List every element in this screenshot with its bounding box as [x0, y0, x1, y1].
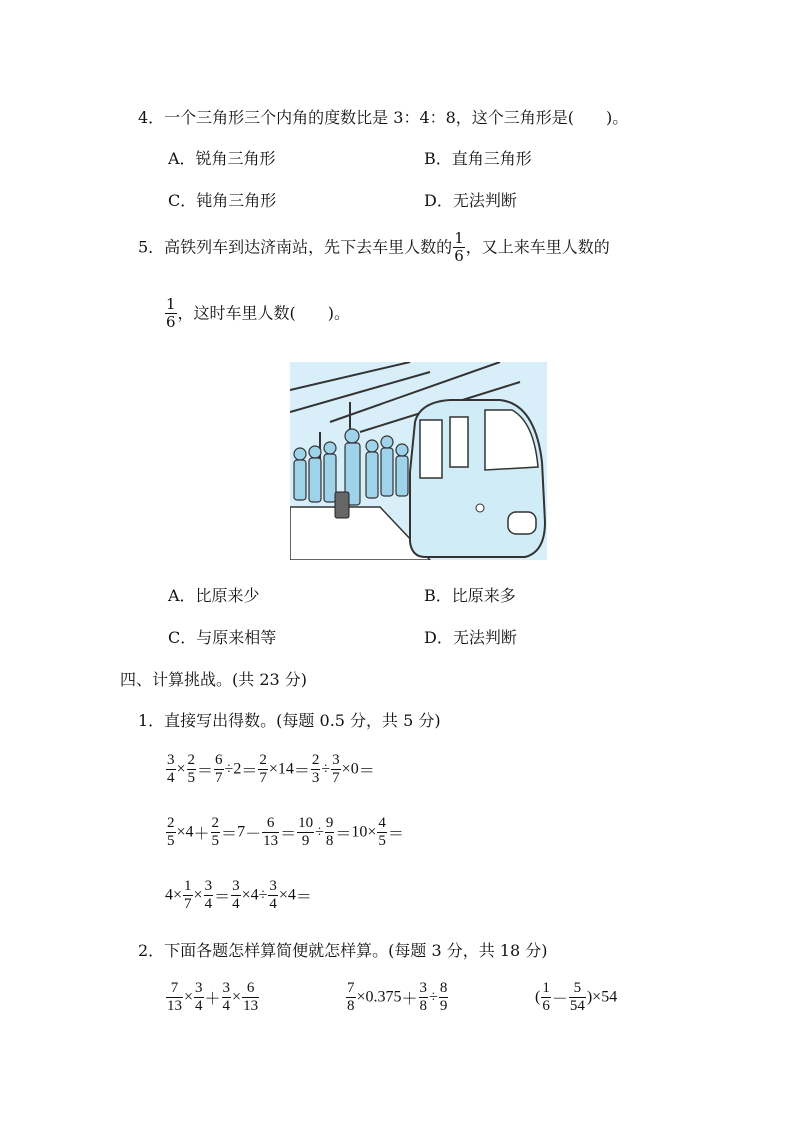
q5-stem-part1: 5．高铁列车到达济南站，先下去车里人数的	[138, 237, 453, 257]
q5-stem-line1	[138, 230, 610, 265]
calc-row-1: $\frac{3}{4}$ × $\frac{2}{5}$ ＝ $\frac{6}{7}$ ÷2＝ $\frac{2}{7}$ ×14＝ $\frac{2}{3}$ ÷ $\frac{3}{7}$ ×0＝	[167, 752, 375, 786]
fraction: $\frac{2}{5}$	[187, 752, 196, 786]
fraction: $\frac{3}{8}$	[419, 980, 428, 1014]
fraction: $\frac{7}{8}$	[347, 980, 355, 1014]
fraction: $\frac{6}{7}$	[215, 752, 223, 786]
q4-option-d: D．无法判断	[424, 191, 517, 210]
section4-sub2-title: 2．下面各题怎样算简便就怎样算。(每题 3 分，共 18 分)	[138, 941, 548, 960]
q4-option-c: C．钝角三角形	[168, 191, 277, 210]
fraction: $\frac{1}{6}$	[542, 980, 550, 1014]
fraction: $\frac{6}{13}$	[243, 980, 259, 1014]
fraction: $\frac{2}{5}$	[167, 815, 175, 849]
fraction: $\frac{10}{9}$	[298, 815, 314, 849]
fraction: $\frac{2}{7}$	[259, 752, 267, 786]
q5-option-d: D．无法判断	[424, 628, 517, 647]
fraction: $\frac{2}{5}$	[211, 815, 220, 849]
fraction: $\frac{3}{4}$	[167, 752, 175, 786]
fraction: $\frac{1}{7}$	[184, 878, 192, 912]
fraction: $\frac{3}{4}$	[222, 980, 231, 1014]
q5-stem-line2	[164, 296, 350, 331]
fraction-denominator: 6	[454, 247, 464, 265]
fraction: $\frac{8}{9}$	[439, 980, 448, 1014]
simplify-problem-1: $\frac{7}{13}$ × $\frac{3}{4}$ ＋ $\frac{3}{4}$ × $\frac{6}{13}$	[167, 980, 259, 1014]
q4-option-b: B．直角三角形	[424, 149, 532, 168]
q5-option-c: C．与原来相等	[168, 628, 277, 647]
fraction: $\frac{3}{4}$	[195, 980, 203, 1014]
fraction: $\frac{3}{4}$	[204, 878, 213, 912]
calc-row-3: 4× $\frac{1}{7}$ × $\frac{3}{4}$ ＝ $\frac{3}{4}$ ×4÷ $\frac{3}{4}$ ×4＝	[165, 878, 312, 912]
q4-stem: 4．一个三角形三个内角的度数比是 3：4：8，这个三角形是( )。	[138, 108, 629, 127]
fraction: $\frac{3}{4}$	[232, 878, 240, 912]
calc-row-2: $\frac{2}{5}$ ×4＋ $\frac{2}{5}$ ＝7－ $\frac{6}{13}$ ＝ $\frac{10}{9}$ ÷ $\frac{9}{8}$ ＝10× $\frac{4}{5}$ ＝	[167, 815, 404, 849]
fraction: $\frac{6}{13}$	[263, 815, 279, 849]
q5-option-a: A．比原来少	[168, 586, 260, 605]
fraction: $\frac{5}{54}$	[569, 980, 585, 1014]
section4-sub1-title: 1．直接写出得数。(每题 0.5 分，共 5 分)	[138, 711, 441, 730]
fraction: $\frac{3}{4}$	[269, 878, 277, 912]
simplify-problem-3: ( $\frac{1}{6}$ － $\frac{5}{54}$ )×54	[535, 980, 618, 1014]
q5-option-b: B．比原来多	[424, 586, 516, 605]
q5-fraction-2	[165, 296, 177, 331]
q5-stem-part3: ，这时车里人数( )。	[177, 303, 351, 323]
fraction: $\frac{4}{5}$	[378, 815, 386, 849]
fraction-numerator: 1	[454, 229, 464, 247]
fraction: $\frac{9}{8}$	[325, 815, 334, 849]
fraction: $\frac{3}{7}$	[332, 752, 340, 786]
fraction-numerator: 1	[166, 295, 176, 313]
q5-fraction	[453, 230, 465, 265]
section4-title: 四、计算挑战。(共 23 分)	[120, 670, 308, 689]
fraction: $\frac{2}{3}$	[311, 752, 320, 786]
q4-option-a: A．锐角三角形	[168, 149, 276, 168]
fraction: $\frac{7}{13}$	[167, 980, 182, 1014]
train-station-illustration	[290, 362, 547, 560]
q5-stem-part2: ，又上来车里人数的	[465, 237, 610, 257]
simplify-problem-2: $\frac{7}{8}$ ×0.375＋ $\frac{3}{8}$ ÷ $\frac{8}{9}$	[347, 980, 448, 1014]
fraction-denominator: 6	[166, 313, 176, 331]
